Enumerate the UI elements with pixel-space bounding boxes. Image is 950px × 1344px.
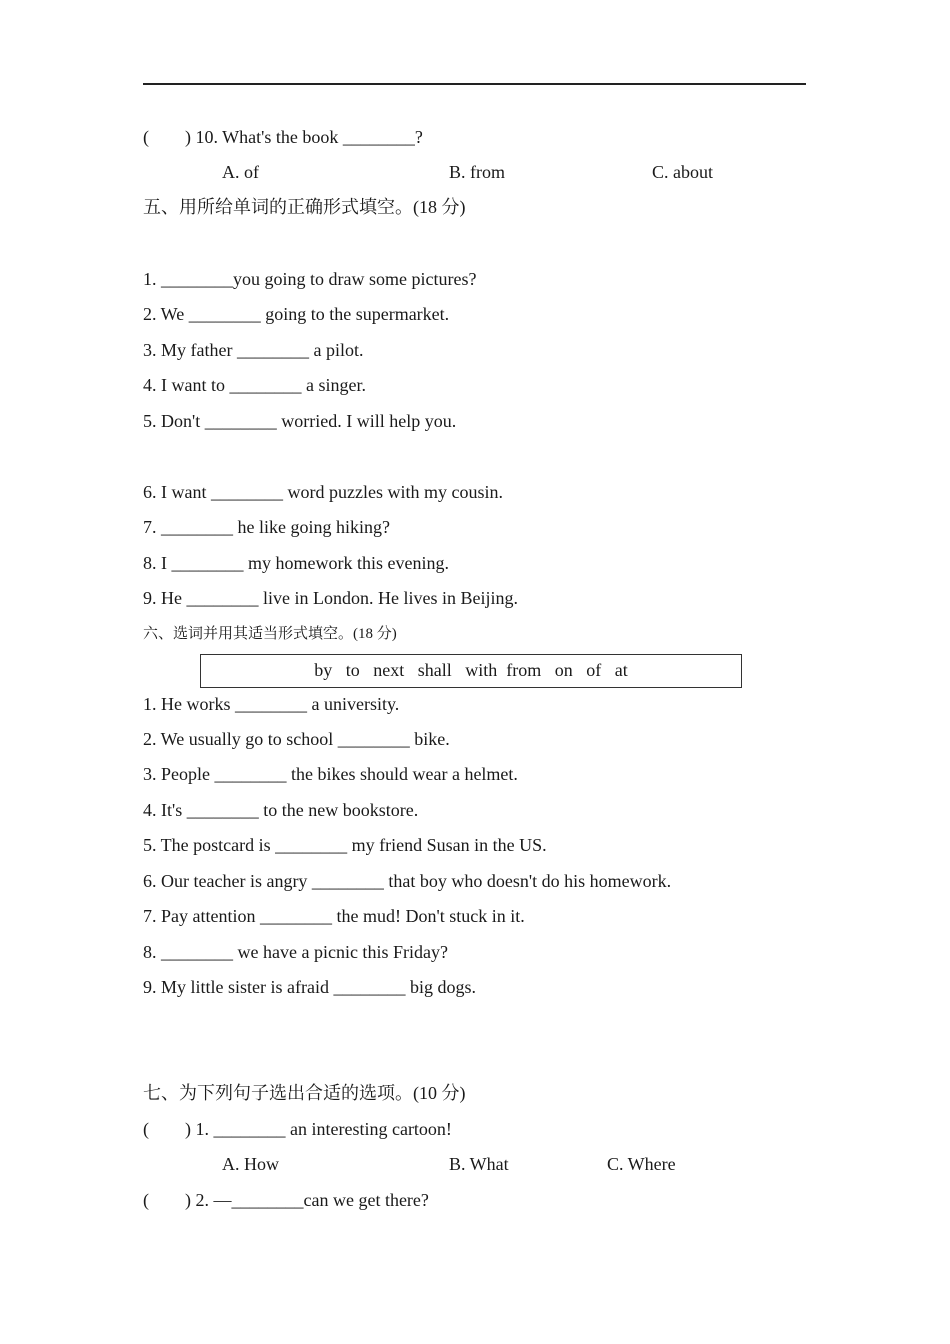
section-6-heading: 六、选词并用其适当形式填空。(18 分): [143, 626, 397, 642]
word-bank-box: [200, 654, 742, 688]
question-10: ( ) 10. What's the book ________?: [143, 127, 423, 147]
section-5-item: 8. I ________ my homework this evening.: [143, 553, 449, 573]
q10-option-b: B. from: [449, 162, 505, 182]
section-6-item: 5. The postcard is ________ my friend Susan in the US.: [143, 835, 547, 855]
section-5-item: 7. ________ he like going hiking?: [143, 517, 390, 537]
section-7-heading: 七、为下列句子选出合适的选项。(10 分): [143, 1083, 466, 1103]
section-5-item: 5. Don't ________ worried. I will help you.: [143, 411, 457, 431]
section-5-item: 3. My father ________ a pilot.: [143, 340, 364, 360]
word-bank-words: by to next shall with from on of at: [314, 660, 628, 680]
section-6-item: 8. ________ we have a picnic this Friday?: [143, 942, 448, 962]
s7-q1-option-c: C. Where: [607, 1154, 676, 1174]
q10-option-c: C. about: [652, 162, 713, 182]
section-6-item: 1. He works ________ a university.: [143, 694, 400, 714]
section-6-item: 4. It's ________ to the new bookstore.: [143, 800, 419, 820]
section-6-item: 2. We usually go to school ________ bike.: [143, 729, 450, 749]
section-6-item: 9. My little sister is afraid ________ big dogs.: [143, 977, 476, 997]
section-5-item: 6. I want ________ word puzzles with my cousin.: [143, 482, 503, 502]
section-6-item: 6. Our teacher is angry ________ that boy who doesn't do his homework.: [143, 871, 672, 891]
q10-option-a: A. of: [222, 162, 259, 182]
section-6-item: 3. People ________ the bikes should wear a helmet.: [143, 764, 518, 784]
section-5-heading: 五、用所给单词的正确形式填空。(18 分): [143, 197, 466, 217]
section-5-item: 2. We ________ going to the supermarket.: [143, 304, 450, 324]
section-7-question-1: ( ) 1. ________ an interesting cartoon!: [143, 1119, 452, 1139]
header-rule: [143, 83, 806, 85]
s7-q1-option-a: A. How: [222, 1154, 279, 1174]
section-7-question-2: ( ) 2. —________can we get there?: [143, 1190, 429, 1210]
s7-q1-option-b: B. What: [449, 1154, 509, 1174]
section-5-item: 9. He ________ live in London. He lives in Beijing.: [143, 588, 518, 608]
section-6-item: 7. Pay attention ________ the mud! Don't stuck in it.: [143, 906, 525, 926]
section-5-item: 1. ________you going to draw some pictures?: [143, 269, 477, 289]
section-5-item: 4. I want to ________ a singer.: [143, 375, 366, 395]
